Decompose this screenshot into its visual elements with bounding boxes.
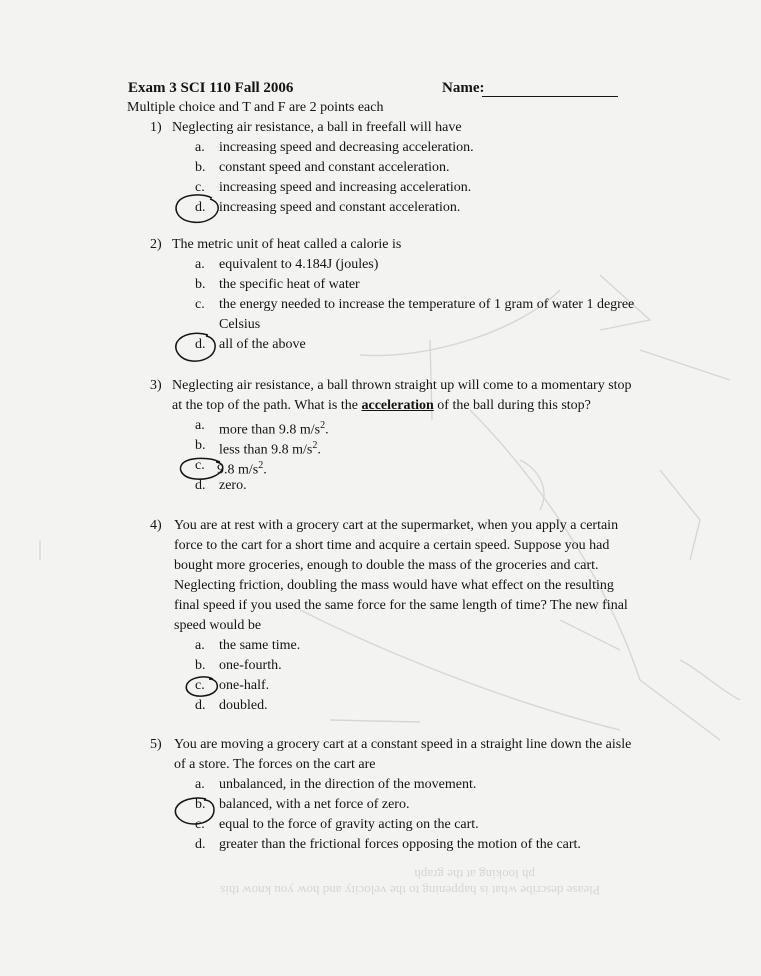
option-text: constant speed and constant acceleration. (219, 160, 450, 175)
question-number: 5) (150, 737, 162, 752)
question-number: 1) (150, 120, 162, 135)
name-label: Name: (442, 80, 485, 96)
question-text-line-2: force to the cart for a short time and acquire a certain speed. Suppose you had (174, 538, 610, 553)
option-letter: c. (195, 458, 205, 473)
option-letter: d. (195, 337, 206, 352)
option-text-main: less than 9.8 m/s (219, 442, 313, 458)
question-text-line-1: You are at rest with a grocery cart at the supermarket, when you apply a certain (174, 518, 619, 533)
question-number: 3) (150, 378, 162, 393)
option-text: the specific heat of water (219, 277, 360, 292)
option-text: increasing speed and increasing acceleration. (219, 180, 472, 195)
option-text: equal to the force of gravity acting on the cart. (219, 817, 479, 832)
option-text: the energy needed to increase the temperature of 1 gram of water 1 degree (219, 297, 635, 312)
question-3 (150, 376, 730, 501)
exponent: 2 (258, 460, 264, 471)
exponent: 2 (312, 440, 318, 451)
option-letter: a. (195, 777, 205, 792)
question-text: Neglecting air resistance, a ball in freefall will have (172, 120, 462, 135)
option-text: doubled. (219, 698, 268, 713)
exponent: 2 (320, 420, 326, 431)
option-letter: c. (195, 297, 205, 312)
svg-text:ph looking at the graph: ph looking at the graph (414, 867, 535, 882)
emphasized-term: acceleration (361, 398, 434, 413)
option-text: equivalent to 4.184J (joules) (219, 257, 379, 272)
question-number: 2) (150, 237, 162, 252)
option-letter: b. (195, 658, 206, 673)
question-1 (150, 118, 710, 228)
question-4 (150, 516, 740, 721)
question-text-part: at the top of the path. What is the (172, 398, 362, 413)
option-letter: b. (195, 277, 206, 292)
question-text-line-1: You are moving a grocery cart at a constant speed in a straight line down the aisle (174, 737, 632, 752)
option-text: all of the above (219, 337, 306, 352)
option-text: zero. (219, 478, 247, 493)
question-text-line-2 (172, 396, 591, 416)
question-2 (150, 235, 710, 360)
option-text-end: . (325, 422, 329, 438)
option-letter: a. (195, 257, 205, 272)
option-text: the same time. (219, 638, 301, 653)
question-text-line-3: bought more groceries, enough to double the mass of the groceries and cart. (174, 558, 599, 573)
option-text-end: . (263, 462, 267, 478)
question-text-line-5: final speed if you used the same force for the same length of time? The new final (174, 598, 628, 613)
option-text-main: more than 9.8 m/s (219, 422, 321, 438)
option-text: greater than the frictional forces opposing the motion of the cart. (219, 837, 581, 852)
option-letter: b. (195, 797, 206, 812)
option-text: increasing speed and constant acceleration. (219, 200, 461, 215)
option-letter: d. (195, 200, 206, 215)
option-text: balanced, with a net force of zero. (219, 797, 410, 812)
option-text-continued: Celsius (219, 317, 261, 332)
option-letter: d. (195, 698, 206, 713)
option-letter: a. (195, 140, 205, 155)
exam-header (128, 80, 628, 100)
option-letter: a. (195, 418, 205, 433)
question-5 (150, 735, 740, 860)
option-text-main: 9.8 m/s (217, 462, 259, 478)
option-text: increasing speed and decreasing acceleration. (219, 140, 474, 155)
option-text-end: . (317, 442, 321, 458)
option-text: unbalanced, in the direction of the movement. (219, 777, 477, 792)
option-letter: d. (195, 478, 206, 493)
question-text-line-6: speed would be (174, 618, 262, 633)
exam-title: Exam 3 SCI 110 Fall 2006 (128, 80, 294, 96)
question-text-line-4: Neglecting friction, doubling the mass would have what effect on the resulting (174, 578, 614, 593)
option-letter: a. (195, 638, 205, 653)
svg-text:Please describe what is happen: Please describe what is happening to the velocity and how you know this (220, 883, 600, 898)
option-letter: c. (195, 817, 205, 832)
option-letter: c. (195, 180, 205, 195)
question-text-line-2: of a store. The forces on the cart are (174, 757, 376, 772)
option-letter: d. (195, 837, 206, 852)
question-text: The metric unit of heat called a calorie is (172, 237, 402, 252)
option-letter: b. (195, 160, 206, 175)
question-text-line-1: Neglecting air resistance, a ball thrown straight up will come to a momentary stop (172, 378, 632, 393)
option-letter: b. (195, 438, 206, 453)
question-text-part: of the ball during this stop? (433, 398, 591, 413)
option-letter: c. (195, 678, 205, 693)
question-number: 4) (150, 518, 162, 533)
name-field-line[interactable] (482, 96, 618, 97)
option-text: one-half. (219, 678, 270, 693)
option-text: one-fourth. (219, 658, 282, 673)
scoring-instructions: Multiple choice and T and F are 2 points each (127, 100, 384, 115)
